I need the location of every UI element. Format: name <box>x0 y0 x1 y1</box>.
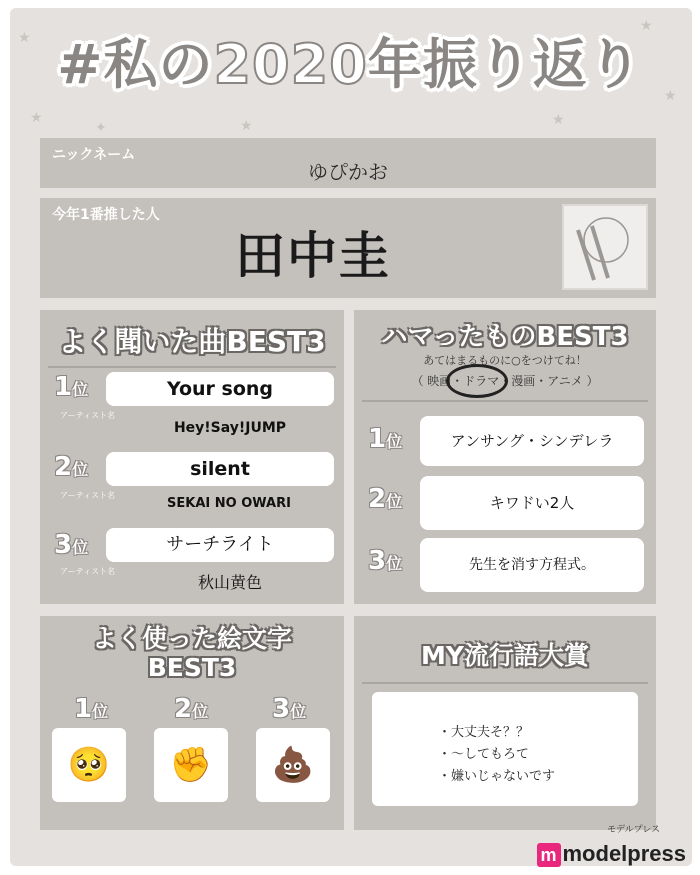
emoji-panel <box>40 616 344 830</box>
title-year: 2020 <box>213 33 368 96</box>
pleading-face-icon: 🥺 <box>52 728 126 802</box>
brand-name: modelpress <box>562 841 686 866</box>
star-icon: ★ <box>664 88 677 104</box>
hamatta-rank-2 <box>368 484 402 514</box>
poop-icon: 💩 <box>256 728 330 802</box>
hamatta-item-1: アンサング・シンデレラ <box>420 416 644 466</box>
ryukogo-list-box <box>372 692 638 806</box>
song-rank-3 <box>54 530 88 560</box>
rank-number: 3 <box>368 546 387 576</box>
songs-title: よく聞いた曲BEST3 <box>58 325 326 358</box>
oshi-box <box>40 198 656 298</box>
rank-number: 1 <box>74 694 93 724</box>
ryukogo-list <box>438 722 555 788</box>
title-suffix: 年振り返り <box>367 33 643 96</box>
oshi-illustration <box>562 204 648 290</box>
rank-number: 2 <box>174 694 193 724</box>
song-title-2: silent <box>106 452 334 486</box>
rank-unit: 位 <box>192 702 209 721</box>
rank-unit: 位 <box>72 538 89 557</box>
rank-unit: 位 <box>72 380 89 399</box>
song-artist-3: 秋山黄色 <box>197 573 262 592</box>
rank-number: 3 <box>272 694 291 724</box>
artist-tag: アーティスト名 <box>60 491 116 500</box>
hamatta-item-2: キワドい2人 <box>420 476 644 530</box>
nickname-label: ニックネーム <box>52 147 136 163</box>
song-artist-1: Hey!Say!JUMP <box>173 420 287 436</box>
rank-number: 1 <box>54 372 73 402</box>
divider <box>362 400 648 402</box>
title-prefix: #私の <box>57 33 214 96</box>
star-icon: ★ <box>18 30 31 46</box>
song-title-3: サーチライト <box>106 528 334 562</box>
hamatta-categories: （ 映画・ドラマ・漫画・アニメ ） <box>411 374 599 388</box>
song-rank-2 <box>54 452 88 482</box>
page-title <box>0 22 700 99</box>
star-icon: ✦ <box>95 120 107 136</box>
circle-mark <box>446 364 508 398</box>
emoji-rank-2 <box>174 694 208 724</box>
brand-kana: モデルプレス <box>607 825 660 835</box>
hamatta-title: ハマったものBEST3 <box>381 322 629 352</box>
rank-number: 2 <box>54 452 73 482</box>
nickname-value: ゆぴかお <box>308 160 388 184</box>
illustration-icon <box>564 206 646 288</box>
hamatta-item-3: 先生を消す方程式。 <box>420 538 644 592</box>
song-rank-1 <box>54 372 88 402</box>
song-artist-2: SEKAI NO OWARI <box>167 496 291 511</box>
emoji-title <box>40 624 344 682</box>
emoji-rank-1 <box>74 694 108 724</box>
list-item: ・〜してもろて <box>438 747 529 762</box>
hamatta-panel <box>354 310 656 604</box>
rank-number: 2 <box>368 484 387 514</box>
hamatta-rank-3 <box>368 546 402 576</box>
oshi-label: 今年1番推した人 <box>52 207 160 223</box>
brand-logo <box>537 841 687 867</box>
rank-unit: 位 <box>92 702 109 721</box>
songs-panel <box>40 310 344 604</box>
emoji-rank-3 <box>272 694 306 724</box>
oshi-value: 田中圭 <box>235 227 391 285</box>
rank-unit: 位 <box>72 460 89 479</box>
ryukogo-panel <box>354 616 656 830</box>
rank-number: 1 <box>368 424 387 454</box>
rank-number: 3 <box>54 530 73 560</box>
divider <box>48 366 336 368</box>
star-icon: ★ <box>552 112 565 128</box>
artist-tag: アーティスト名 <box>60 411 116 420</box>
ryukogo-title: MY流行語大賞 <box>421 641 589 670</box>
emoji-title-line1: よく使った絵文字 <box>91 624 292 653</box>
star-icon: ★ <box>240 118 253 134</box>
rank-unit: 位 <box>386 432 403 451</box>
hamatta-rank-1 <box>368 424 402 454</box>
list-item: ・大丈夫そ？？ <box>438 725 530 740</box>
star-icon: ★ <box>30 110 43 126</box>
list-item: ・嫌いじゃないです <box>438 769 556 784</box>
hamatta-note: あてはまるものに○をつけてね！ <box>423 354 587 367</box>
rank-unit: 位 <box>290 702 307 721</box>
emoji-title-line2: BEST3 <box>147 653 237 682</box>
modelpress-logo-icon: m <box>537 843 561 867</box>
divider <box>362 682 648 684</box>
artist-tag: アーティスト名 <box>60 567 116 576</box>
raised-fist-icon: ✊ <box>154 728 228 802</box>
nickname-box <box>40 138 656 188</box>
star-icon: ★ <box>640 18 653 34</box>
rank-unit: 位 <box>386 554 403 573</box>
song-title-1: Your song <box>106 372 334 406</box>
rank-unit: 位 <box>386 492 403 511</box>
